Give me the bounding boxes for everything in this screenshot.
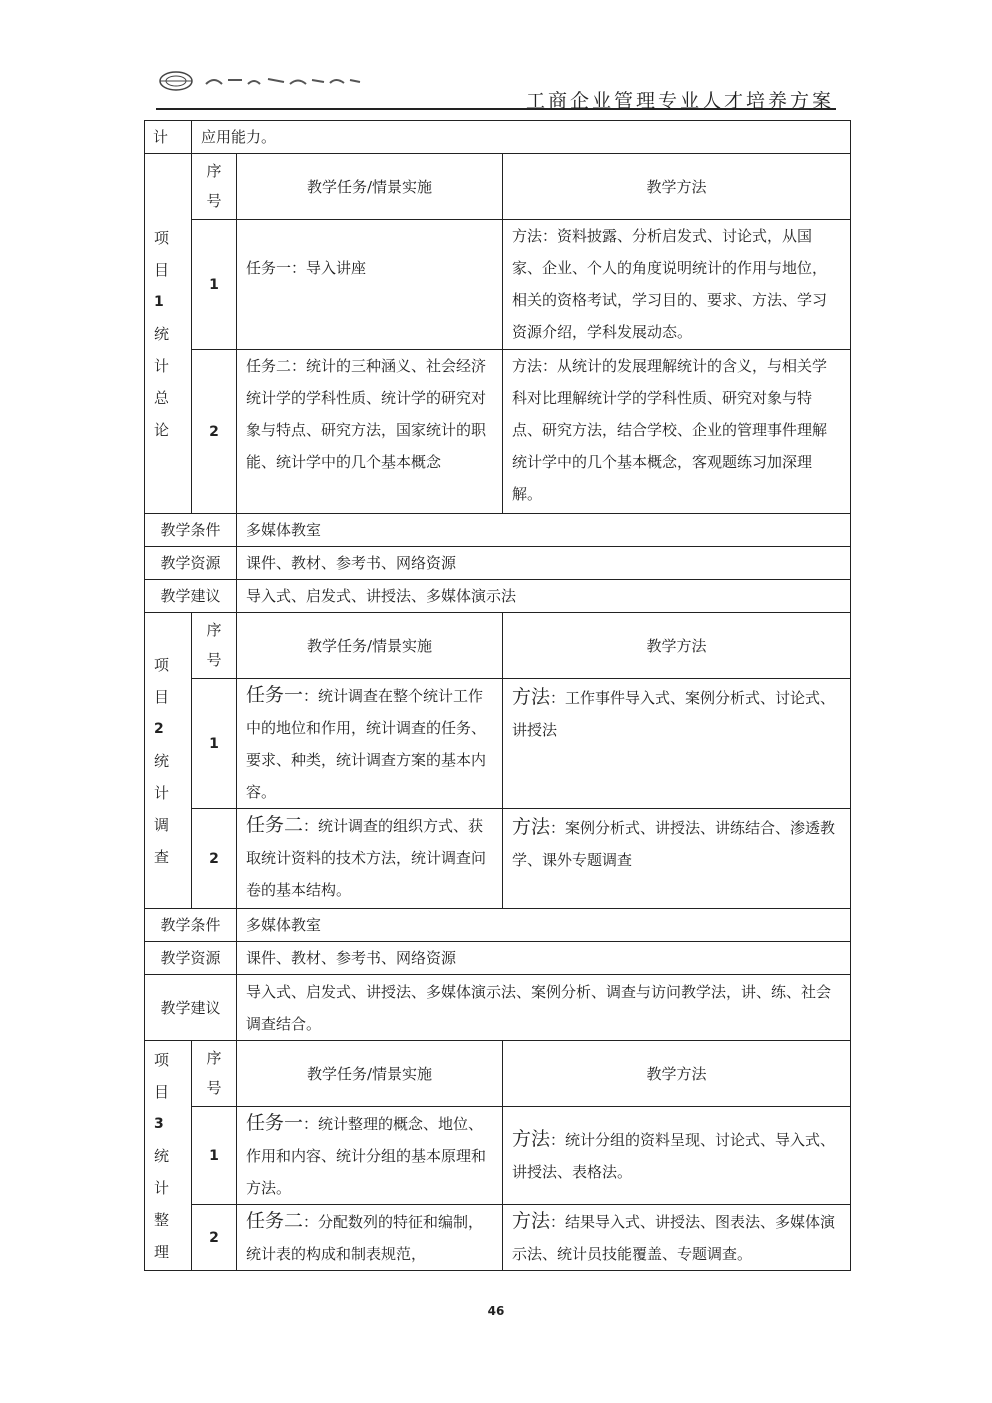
page-number: 46 — [487, 1304, 505, 1318]
task-seq: 1 — [192, 220, 237, 350]
project-3-header-row — [145, 1041, 851, 1107]
info-value: 导入式、启发式、讲授法、多媒体演示法、案例分析、调查与访问教学法，讲、练、社会调查结合。 — [237, 975, 851, 1041]
task-seq: 2 — [192, 1205, 237, 1271]
task-seq: 1 — [192, 1107, 237, 1205]
method-header: 教学方法 — [503, 613, 851, 679]
page-header — [156, 66, 836, 112]
seq-header: 序号 — [192, 154, 237, 220]
project-2-label: 项 目 2 统 计 调 查 — [145, 613, 192, 909]
task-method: 方法：资料披露、分析启发式、讨论式，从国家、企业、个人的角度说明统计的作用与地位，相关的资格考试，学习目的、要求、方法、学习资源介绍，学科发展动态。 — [503, 220, 851, 350]
table-row — [145, 1107, 851, 1205]
info-value: 导入式、启发式、讲授法、多媒体演示法 — [237, 580, 851, 613]
task-description: 任务二：统计调查的组织方式、获取统计资料的技术方法，统计调查问卷的基本结构。 — [237, 809, 503, 909]
school-logo — [156, 70, 366, 92]
project-2-header-row — [145, 613, 851, 679]
document-title: 工商企业管理专业人才培养方案 — [525, 90, 834, 112]
info-row — [145, 909, 851, 942]
info-row — [145, 580, 851, 613]
task-header: 教学任务/情景实施 — [237, 613, 503, 679]
task-seq: 2 — [192, 809, 237, 909]
project-3-label: 项 目 3 统 计 整 理 — [145, 1041, 192, 1271]
task-description: 任务二：分配数列的特征和编制，统计表的构成和制表规范， — [237, 1205, 503, 1271]
continuation-label: 计 — [145, 121, 192, 154]
table-row — [145, 1205, 851, 1271]
task-method: 方法：工作事件导入式、案例分析式、讨论式、讲授法 — [503, 679, 851, 809]
task-method: 方法：案例分析式、讲授法、讲练结合、渗透教学、课外专题调查 — [503, 809, 851, 909]
info-row — [145, 975, 851, 1041]
continuation-row — [145, 121, 851, 154]
table-row — [145, 679, 851, 809]
task-description: 任务一：导入讲座 — [237, 220, 503, 350]
header-divider — [156, 108, 836, 110]
info-label: 教学条件 — [145, 514, 237, 547]
table-row — [145, 809, 851, 909]
method-header: 教学方法 — [503, 1041, 851, 1107]
method-header: 教学方法 — [503, 154, 851, 220]
info-value: 多媒体教室 — [237, 909, 851, 942]
task-seq: 2 — [192, 350, 237, 514]
project-1-header-row — [145, 154, 851, 220]
info-row — [145, 547, 851, 580]
task-method: 方法：统计分组的资料呈现、讨论式、导入式、讲授法、表格法。 — [503, 1107, 851, 1205]
seq-header: 序号 — [192, 1041, 237, 1107]
continuation-text: 应用能力。 — [192, 121, 851, 154]
info-label: 教学资源 — [145, 942, 237, 975]
info-value: 课件、教材、参考书、网络资源 — [237, 547, 851, 580]
info-label: 教学资源 — [145, 547, 237, 580]
info-label: 教学条件 — [145, 909, 237, 942]
task-seq: 1 — [192, 679, 237, 809]
info-label: 教学建议 — [145, 975, 237, 1041]
task-description: 任务一：统计整理的概念、地位、作用和内容、统计分组的基本原理和方法。 — [237, 1107, 503, 1205]
table-row — [145, 220, 851, 350]
info-row — [145, 514, 851, 547]
course-table — [144, 120, 851, 1271]
table-row — [145, 350, 851, 514]
task-description: 任务一：统计调查在整个统计工作中的地位和作用，统计调查的任务、要求、种类，统计调查方案的基本内容。 — [237, 679, 503, 809]
info-row — [145, 942, 851, 975]
info-value: 课件、教材、参考书、网络资源 — [237, 942, 851, 975]
info-label: 教学建议 — [145, 580, 237, 613]
project-1-label: 项 目 1 统 计 总 论 — [145, 154, 192, 514]
task-header: 教学任务/情景实施 — [237, 1041, 503, 1107]
seq-header: 序号 — [192, 613, 237, 679]
task-method: 方法：结果导入式、讲授法、图表法、多媒体演示法、统计员技能覆盖、专题调查。 — [503, 1205, 851, 1271]
task-method: 方法：从统计的发展理解统计的含义，与相关学科对比理解统计学的学科性质、研究对象与特点、研究方法，结合学校、企业的管理事件理解统计学中的几个基本概念，客观题练习加深理解。 — [503, 350, 851, 514]
task-header: 教学任务/情景实施 — [237, 154, 503, 220]
task-description: 任务二：统计的三种涵义、社会经济统计学的学科性质、统计学的研究对象与特点、研究方法，国家统计的职能、统计学中的几个基本概念 — [237, 350, 503, 514]
info-value: 多媒体教室 — [237, 514, 851, 547]
